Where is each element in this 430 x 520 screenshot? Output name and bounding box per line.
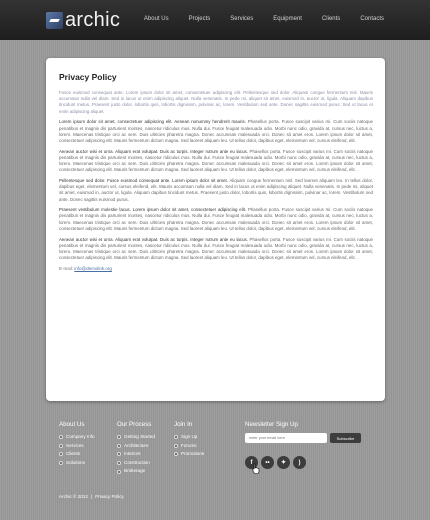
email-line: [59, 266, 373, 271]
nav-clients[interactable]: Clients: [321, 16, 341, 22]
footer-about-item[interactable]: [59, 450, 95, 459]
flickr-icon[interactable]: ••: [261, 456, 274, 469]
paragraph-text: Fusce euismod consequat ante. Lorem ipsum dolor sit amet, consectetuer adipiscing elit. Pellentesque sed dolor. Aliquam congue fermentum nisl. Mauris accumsan nulla vel diam. Sed in lacus ut enim adipiscing aliquet. Nulla venenatis. In pede mi, aliquet sit amet, euismod in, auctor ut, ligula. Aliquam dapibus tincidunt metus. Praesent justo dolor, lobortis quis, lobortis dignissim, pulvinar ac, lorem. Vestibulum sed ante. Donec sagittis euismod purus. Sed ut lacus et enim adipiscing aliquet.: [59, 90, 373, 114]
footer-process-item-label: Interiors: [124, 451, 141, 457]
facebook-icon[interactable]: f: [245, 456, 258, 469]
newsletter-title: Newsletter Sign Up: [245, 421, 298, 428]
nav-equipment[interactable]: Equipment: [273, 16, 302, 22]
footer-about-item[interactable]: [59, 442, 95, 451]
delicious-icon[interactable]: ✦: [277, 456, 290, 469]
footer-process-item[interactable]: [117, 467, 155, 476]
footer-join-title: Join In: [174, 421, 193, 428]
header: [0, 0, 430, 40]
newsletter: [245, 421, 361, 443]
paragraph-lead: Aenean auctor wisi et urna. Aliquam erat volutpat. Duis ac turpis. Integer rutrum ante eu lacus.: [59, 148, 248, 154]
copyright-text: Archic © 2012: [59, 494, 88, 499]
logo-mark-icon: [46, 12, 63, 29]
nav-contacts[interactable]: Contacts: [360, 16, 384, 22]
paragraph-lead: Praesent vestibulum molestie lacus. Lorem ipsum dolor sit amet, consectetuer adipiscing elit.: [59, 207, 247, 213]
footer-about-title: About Us: [59, 421, 85, 428]
logo-text: archic: [65, 9, 121, 31]
footer-about-item-label: Services: [66, 442, 84, 448]
nav-services[interactable]: Services: [230, 16, 254, 22]
paragraph-lead: Lorem ipsum dolor sit amet, consectetuer adipiscing elit. Aenean nonummy hendrerit mauris.: [59, 119, 246, 125]
footer-join-item-label: Sign Up: [181, 434, 198, 439]
policy-paragraph: [59, 178, 373, 203]
nav-projects[interactable]: Projects: [188, 16, 211, 22]
bullet-icon: [174, 435, 178, 439]
footer-join-item-label: Promotions: [181, 451, 205, 457]
bullet-icon: [59, 452, 63, 456]
email-label: E-mail:: [59, 265, 74, 271]
footer-process-item[interactable]: [117, 442, 155, 451]
bullet-icon: [174, 444, 178, 448]
nav-about-us[interactable]: About Us: [143, 16, 169, 22]
policy-paragraph: [59, 207, 373, 232]
paragraph-lead: Pellentesque sed dolor. Fusce euismod consequat ante. Lorem ipsum dolor sit amet.: [59, 177, 228, 183]
privacy-policy-link[interactable]: Privacy Policy: [95, 494, 124, 499]
paragraph-text: Aliquam congue fermentum nisl. Sed laoreet aliquam leo. In tellus dolor, dapibus eget, elementum vel, cursus eleifend, elit. Mauris accumsan nulla vel diam. Sed in lacus ut enim adipiscing aliquet. Nulla venenatis. In pede mi, aliquet sit amet, euismod in, auctor ut, ligula. Aliquam dapibus tincidunt metus. Praesent justo dolor, lobortis quis, lobortis dignissim, pulvinar ac, lorem. Vestibulum sed ante. Donec sagittis euismod purus.: [59, 177, 373, 202]
main-nav: [124, 16, 384, 22]
policy-paragraph: [59, 90, 373, 115]
footer-process-item-label: Getting Started: [124, 434, 155, 439]
footer-about-item-label: Solutions: [66, 459, 85, 465]
paragraph-text: Phasellus porta. Fusce suscipit varius mi. Cum sociis natoque penatibus et magnis dis parturient montes, nascetur ridiculus mus. Nulla dui. Fusce feugiat malesuada odio. Morbi nunc odio, gravida at, cursus nec, luctus a, lorem. Maecenas tristique orci ac sem. Duis ultricies pharetra magna. Donec accumsan malesuada orci. Donec sit amet eros. Lorem ipsum dolor sit amet, consectetuer adipiscing elit. Mauris fermentum dictum magna. Sed laoreet aliquam leo. Ut tellus dolor, dapibus eget, elementum vel, cursus eleifend, elit.: [59, 148, 373, 173]
newsletter-email-input[interactable]: [245, 433, 327, 443]
footer-about-item-label: Company Info: [66, 434, 95, 439]
footer-process-item-label: Construction: [124, 459, 150, 465]
footer-process-item[interactable]: [117, 433, 155, 442]
bullet-icon: [117, 452, 121, 456]
bullet-icon: [59, 444, 63, 448]
policy-body: [59, 90, 373, 261]
bullet-icon: [59, 461, 63, 465]
footer-process: [117, 421, 155, 476]
bullet-icon: [117, 435, 121, 439]
hand-cursor-icon: [252, 463, 260, 474]
bullet-icon: [117, 470, 121, 474]
newsletter-form: [245, 433, 361, 443]
policy-paragraph: [59, 119, 373, 144]
footer-process-item[interactable]: [117, 450, 155, 459]
copyright-separator: |: [90, 494, 93, 499]
email-link[interactable]: info@demolink.org: [74, 265, 112, 271]
policy-paragraph: [59, 237, 373, 262]
footer-join-item[interactable]: [174, 450, 204, 459]
footer-about-item-label: Clients: [66, 451, 81, 457]
bullet-icon: [117, 461, 121, 465]
paragraph-text: Phasellus porta. Fusce suscipit varius mi. Cum sociis natoque penatibus et magnis dis parturient montes, nascetur ridiculus mus. Nulla dui. Fusce feugiat malesuada odio. Morbi nunc odio, gravida at, cursus nec, luctus a, lorem. Maecenas tristique orci ac sem. Duis ultricies pharetra magna. Donec accumsan malesuada orci. Donec sit amet eros. Lorem ipsum dolor sit amet, consectetuer adipiscing elit. Mauris fermentum dictum magna. Sed laoreet aliquam leo. Ut tellus dolor, dapibus eget, elementum vel, cursus eleifend, elit.: [59, 119, 373, 143]
logo[interactable]: [46, 9, 120, 32]
footer-join-item[interactable]: [174, 433, 204, 442]
rss-icon[interactable]: ): [293, 456, 306, 469]
footer-join-item-label: Forums: [181, 442, 197, 448]
page-title: Privacy Policy: [59, 72, 117, 82]
footer-process-item-label: Brokerage: [124, 468, 146, 474]
copyright: [59, 494, 124, 499]
footer-about-item[interactable]: [59, 459, 95, 468]
footer-join-item[interactable]: [174, 442, 204, 451]
paragraph-text: Phasellus porta. Fusce suscipit varius mi. Cum sociis natoque penatibus et magnis dis parturient montes, nascetur ridiculus mus. Nulla dui. Fusce feugiat malesuada odio. Morbi nunc odio, gravida at, cursus nec, luctus a, lorem. Maecenas tristique orci ac sem. Duis ultricies pharetra magna. Donec accumsan malesuada orci. Donec sit amet eros. Lorem ipsum dolor sit amet, consectetuer adipiscing elit. Mauris fermentum dictum magna. Sed laoreet aliquam leo. Ut tellus dolor, dapibus eget, elementum vel, cursus eleifend, elit.: [59, 236, 373, 261]
footer-process-item-label: Architecture: [124, 442, 149, 448]
bullet-icon: [59, 435, 63, 439]
footer-about-item[interactable]: [59, 433, 95, 442]
paragraph-text: Phasellus porta. Fusce suscipit varius mi. Cum sociis natoque penatibus et magnis dis parturient montes, nascetur ridiculus mus. Nulla dui. Fusce feugiat malesuada odio. Morbi nunc odio, gravida at, cursus nec, luctus a, lorem. Maecenas tristique orci ac sem. Duis ultricies pharetra magna. Donec accumsan malesuada orci. Donec sit amet eros. Lorem ipsum dolor sit amet, consectetuer adipiscing elit. Mauris fermentum dictum magna. Sed laoreet aliquam leo. Ut tellus dolor, dapibus eget, elementum vel, cursus eleifend, elit.: [59, 207, 373, 231]
bullet-icon: [174, 452, 178, 456]
footer-process-title: Our Process: [117, 421, 152, 428]
footer-join: [174, 421, 204, 459]
footer-about: [59, 421, 95, 467]
policy-paragraph: [59, 149, 373, 174]
bullet-icon: [117, 444, 121, 448]
content-card: [46, 58, 385, 401]
footer-process-item[interactable]: [117, 459, 155, 468]
paragraph-lead: Aenean auctor wisi et urna. Aliquam erat volutpat. Duis ac turpis. Integer rutrum ante eu lacus.: [59, 236, 248, 242]
subscribe-button[interactable]: Subscribe: [330, 433, 361, 443]
